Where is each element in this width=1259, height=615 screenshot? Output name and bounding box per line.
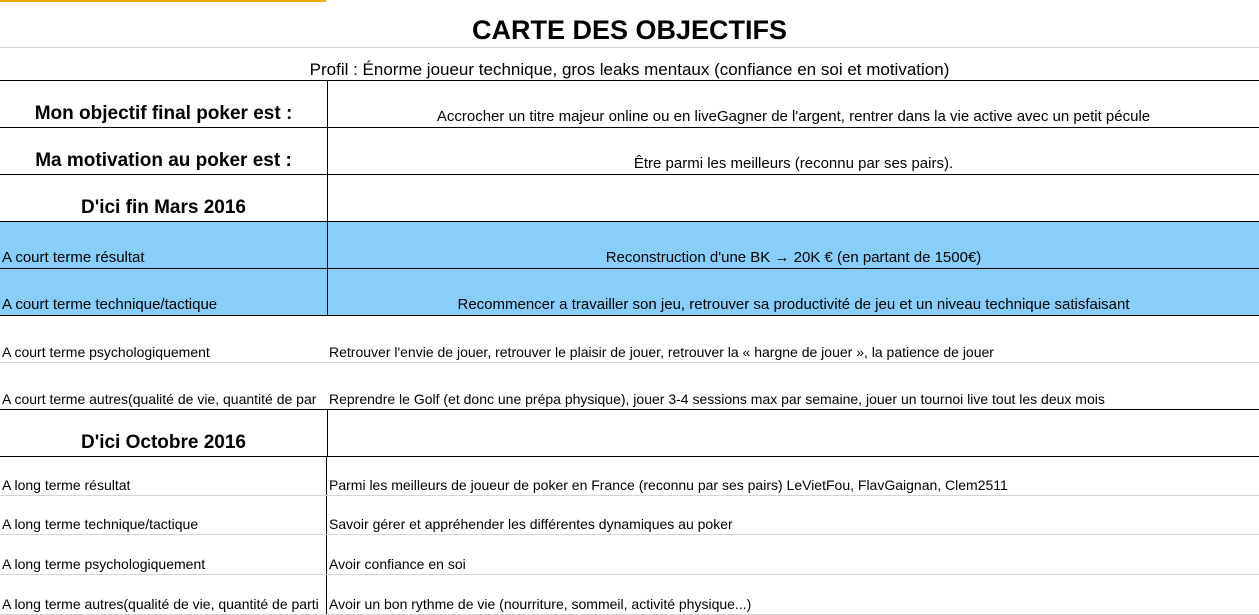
section2-empty-cell[interactable]: [327, 410, 1259, 456]
motivation-label: Ma motivation au poker est :: [35, 150, 292, 171]
table-row: [0, 316, 1259, 363]
row-value: Parmi les meilleurs de joueur de poker en France (reconnu par ses pairs) LeVietFou, FlavGaignan, Clem2511: [329, 477, 1008, 493]
row-value-cell[interactable]: [327, 316, 1259, 362]
row-value: Savoir gérer et appréhender les différentes dynamiques au poker: [329, 516, 733, 532]
final-goal-row: [0, 81, 1259, 128]
table-row: [0, 269, 1259, 316]
motivation-row: [0, 128, 1259, 175]
row-value-cell[interactable]: [327, 496, 1259, 534]
section1-empty-cell[interactable]: [327, 175, 1259, 221]
final-goal-label: Mon objectif final poker est :: [34, 103, 293, 124]
section1-label: D'ici fin Mars 2016: [80, 197, 247, 218]
row-value-cell[interactable]: [327, 222, 1259, 268]
table-row: [0, 363, 1259, 410]
table-row: [0, 222, 1259, 269]
motivation-value: Être parmi les meilleurs (reconnu par ses pairs).: [633, 155, 954, 172]
section2-label: D'ici Octobre 2016: [80, 432, 247, 453]
row-value: Reprendre le Golf (et donc une prépa physique), jouer 3-4 sessions max par semaine, jouer un tournoi live tout les deux mois: [329, 391, 1105, 407]
row-label: A long terme autres(qualité de vie, quantité de parti: [2, 596, 319, 612]
row-label: A long terme technique/tactique: [2, 516, 199, 532]
row-value: Recommencer a travailler son jeu, retrouver sa productivité de jeu et un niveau technique satisfaisant: [457, 296, 1130, 313]
table-row: [0, 496, 1259, 535]
section1-label-cell[interactable]: [0, 175, 327, 221]
row-label: A court terme autres(qualité de vie, quantité de par: [2, 391, 317, 407]
table-row: [0, 457, 1259, 496]
title-row: [0, 0, 1259, 48]
row-label-cell[interactable]: [0, 496, 327, 534]
row-label-cell[interactable]: [0, 316, 327, 362]
profile-cell[interactable]: Profil : Énorme joueur technique, gros leaks mentaux (confiance en soi et motivation): [309, 60, 950, 79]
profile-row: [0, 48, 1259, 81]
row-label-cell[interactable]: [0, 269, 327, 315]
row-value: Avoir un bon rythme de vie (nourriture, sommeil, activité physique...): [329, 596, 752, 612]
section2-label-cell[interactable]: [0, 410, 327, 456]
row-label-cell[interactable]: [0, 363, 327, 409]
row-label-cell[interactable]: [0, 535, 327, 574]
row-value-cell[interactable]: [327, 535, 1259, 574]
final-goal-label-cell[interactable]: [0, 81, 327, 127]
row-value-cell[interactable]: [327, 457, 1259, 495]
motivation-value-cell[interactable]: [327, 128, 1259, 174]
row-value-cell[interactable]: [327, 575, 1259, 614]
row-label-cell[interactable]: [0, 457, 327, 495]
page-title[interactable]: CARTE DES OBJECTIFS: [471, 15, 788, 45]
section2-header-row: [0, 410, 1259, 457]
row-label-cell[interactable]: [0, 222, 327, 268]
row-value-cell[interactable]: [327, 363, 1259, 409]
row-label: A court terme psychologiquement: [2, 344, 210, 360]
row-value: Retrouver l'envie de jouer, retrouver le plaisir de jouer, retrouver la « hargne de jouer », la patience de jouer: [329, 344, 994, 360]
row-value: Avoir confiance en soi: [329, 556, 466, 572]
motivation-label-cell[interactable]: [0, 128, 327, 174]
final-goal-value: Accrocher un titre majeur online ou en liveGagner de l'argent, rentrer dans la vie active avec un petit pécule: [436, 108, 1151, 125]
final-goal-value-cell[interactable]: [327, 81, 1259, 127]
section1-header-row: [0, 175, 1259, 222]
row-value-cell[interactable]: [327, 269, 1259, 315]
row-label: A long terme psychologiquement: [2, 556, 206, 572]
row-label: A court terme technique/tactique: [2, 296, 218, 313]
row-label: A court terme résultat: [2, 249, 145, 266]
table-row: [0, 575, 1259, 615]
row-value: Reconstruction d'une BK → 20K € (en partant de 1500€): [605, 249, 982, 266]
row-label: A long terme résultat: [2, 477, 131, 493]
table-row: [0, 535, 1259, 575]
row-label-cell[interactable]: [0, 575, 327, 614]
